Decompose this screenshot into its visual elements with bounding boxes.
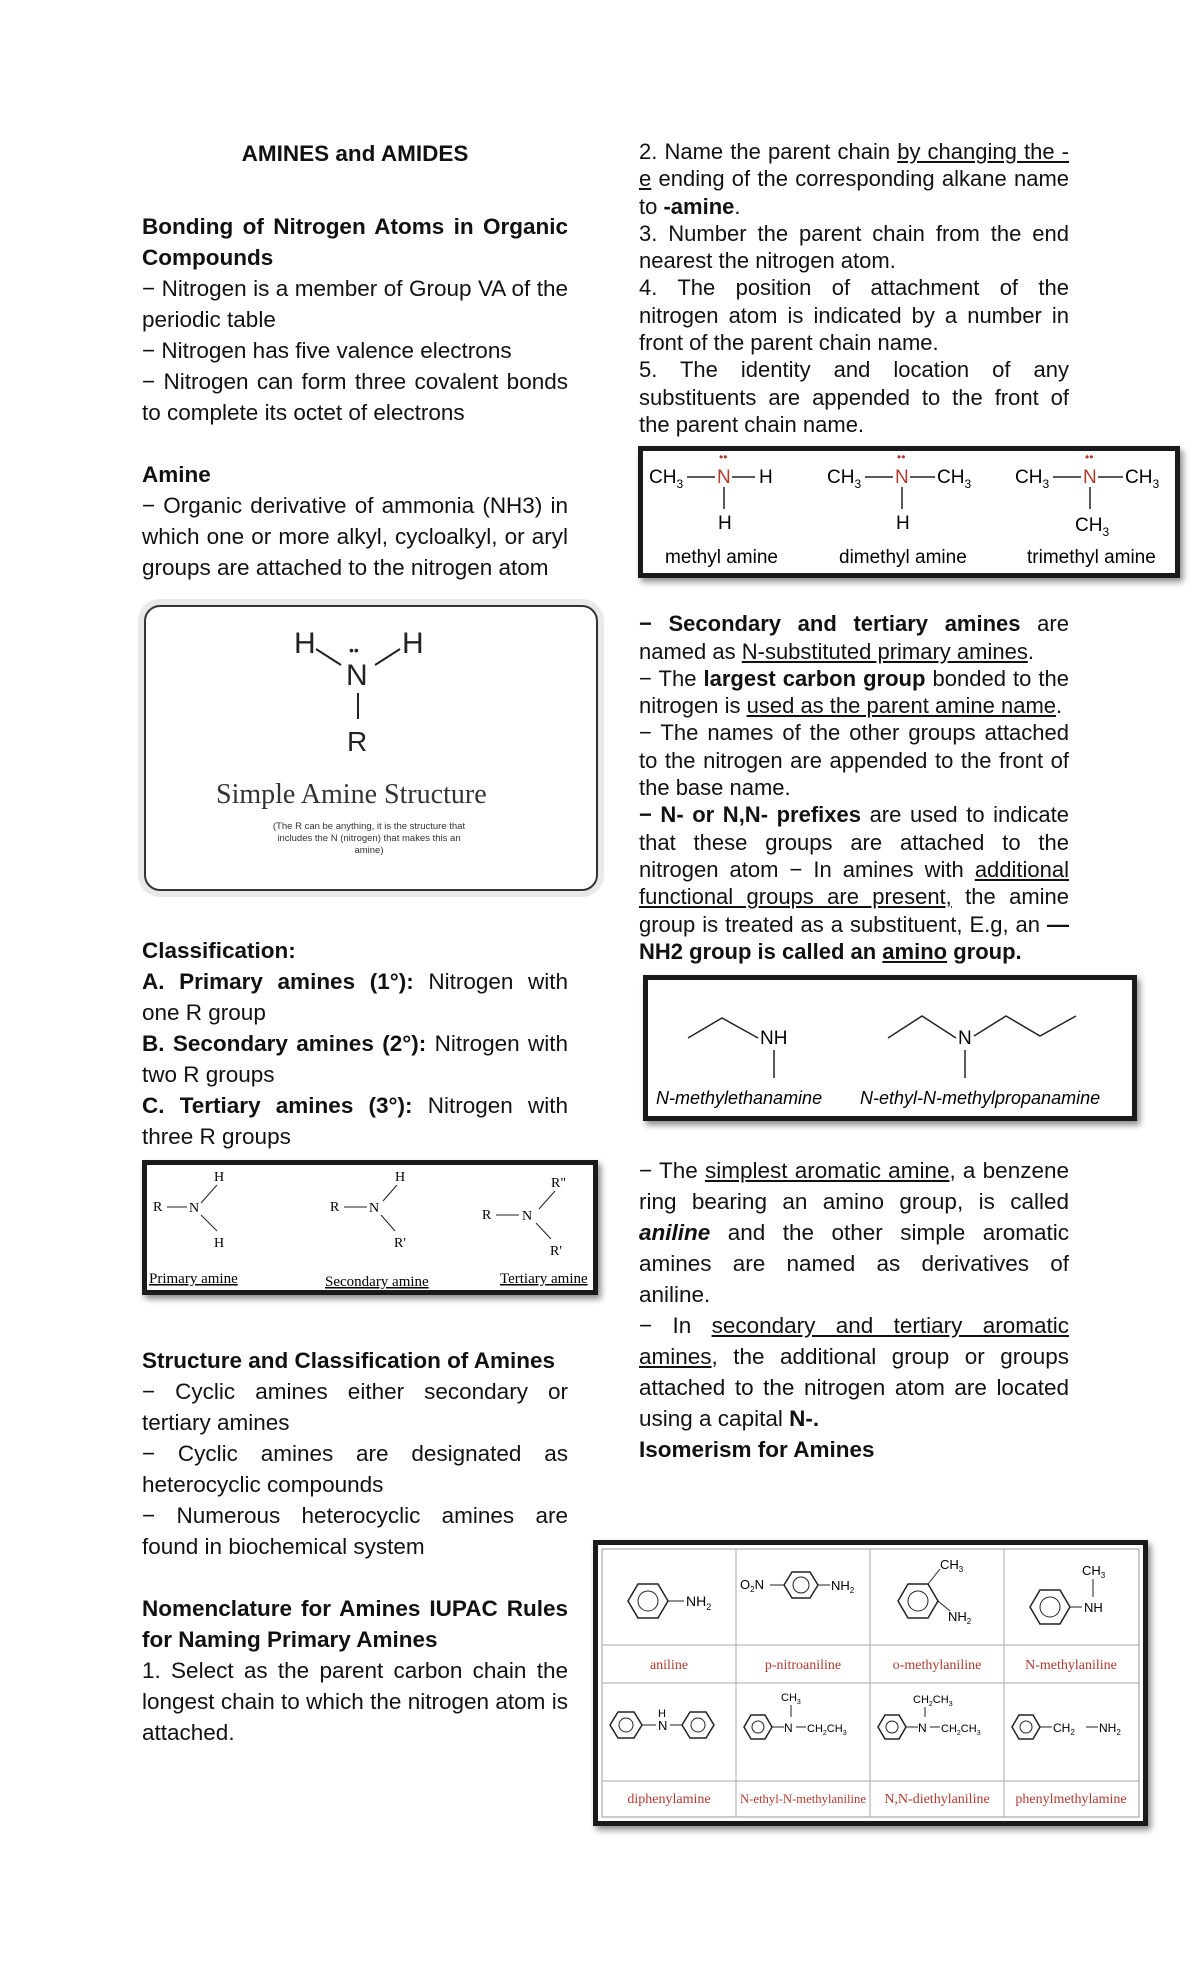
right-column [639,138,1160,1465]
svg-text:NH2: $NH_2$ [831,1578,855,1595]
secondary-aromatic-text: − In secondary and tertiary aromatic amines, the additional group or groups attached to the nitrogen atom are located using a capital N-. [639,1313,1069,1432]
svg-text:O2N: $O_2N$ [740,1577,764,1594]
n-label: N [958,1028,972,1050]
primary-r: R [153,1200,163,1215]
rule-5: 5. The identity and location of any substituents are appended to the front of the parent chain name. [639,357,1069,437]
rule-4: 4. The position of attachment of the nitrogen atom is indicated by a number in front of the parent chain name. [639,275,1069,356]
trimethyl-amine-structure [1015,451,1159,539]
svg-text:H: H [718,513,732,535]
svg-text:H: H [759,467,773,489]
simple-figure-note: (The R can be anything, it is the structure that [272,821,466,832]
structure-heading: Structure and Classification of Amines [142,1348,555,1373]
n-ethyl-n-methylpropanamine-label: N-ethyl-N-methylpropanamine [860,1088,1101,1109]
bonding-point: − Nitrogen is a member of Group VA of the periodic table [142,276,568,332]
svg-text:NH2: $NH_2$ [948,1609,972,1626]
svg-text:N: N [784,1721,793,1735]
aromatic-amine-text: − The simplest aromatic amine, a benzene ring bearing an amino group, is called aniline and the other simple aromatic amines are named as derivatives of aniline. [639,1158,1069,1308]
svg-text:CH3: $CH_3$ [1015,467,1050,492]
hydrogen-left: H [294,627,316,660]
svg-text:CH3: $CH_3$ [1125,467,1160,492]
svg-text:NH: NH [1084,1600,1103,1615]
svg-text:CH3: $CH_3$ [781,1692,801,1706]
svg-text:CH3: $CH_3$ [1082,1563,1106,1580]
simple-figure-note: amine) [354,845,384,856]
classification-tertiary: C. Tertiary amines (3°): Nitrogen with three R groups [142,1093,569,1149]
methyl-amines-figure [638,446,1180,578]
secondary-n: N [369,1201,380,1216]
tertiary-label: Tertiary amine [500,1271,588,1287]
rule-3: 3. Number the parent chain from the end nearest the nitrogen atom. [639,220,1069,274]
primary-n: N [189,1201,200,1216]
hydrogen-right: H [402,627,424,660]
tertiary-r-double: R" [551,1176,567,1191]
nh-label: NH [760,1028,788,1050]
nomenclature-heading: Nomenclature for Amines IUPAC Rules for Naming Primary Amines [142,1596,568,1652]
svg-text:CH3: $CH_3$ [937,467,972,492]
secondary-r: R [330,1200,340,1215]
isomer-name: aniline [649,1658,689,1673]
svg-text:CH2CH3: $CH_2CH_3$ [941,1723,981,1737]
largest-group-rule: − The largest carbon group bonded to the nitrogen is used as the parent amine name. [639,665,1069,719]
rule-1: 1. Select as the parent carbon chain the longest chain to which the nitrogen atom is attached. [142,1658,568,1745]
secondary-h: H [395,1170,406,1185]
structure-point: − Cyclic amines are designated as heterocyclic compounds [142,1441,568,1497]
svg-text:CH2: $CH_2$ [1053,1721,1075,1737]
classification-heading: Classification: [142,938,296,963]
svg-text:H: H [896,513,910,535]
tertiary-r-prime: R' [550,1244,562,1259]
prefix-rule: − N- or N,N- prefixes are used to indicate that these groups are attached to the nitrogen atom − In amines with additional functional groups are present, the amine group is treated as a substituent, E.g, an —NH2 group is called an amino group. [639,802,1069,964]
methyl-amine-label: methyl amine [665,547,778,569]
structure-point: − Numerous heterocyclic amines are found in biochemical system [142,1503,568,1559]
svg-text:••: •• [1085,451,1094,465]
svg-text:NH2: $NH_2$ [1099,1721,1121,1737]
bonding-point: − Nitrogen can form three covalent bonds to complete its octet of electrons [142,369,568,425]
svg-text:CH3: $CH_3$ [827,467,862,492]
svg-text:N: N [658,1718,668,1733]
nitrogen-atom: N [346,659,368,692]
isomerism-heading: Isomerism for Amines [639,1437,875,1463]
isomer-table-figure [593,1540,1148,1826]
trimethyl-amine-label: trimethyl amine [1027,547,1156,569]
isomer-name: N-ethyl-N-methylaniline [740,1791,867,1806]
isomer-name: N-methylaniline [1025,1658,1117,1673]
amine-heading: Amine [142,462,211,487]
primary-h-bottom: H [214,1236,225,1251]
isomer-name: diphenylamine [627,1792,711,1807]
r-group: R [347,726,368,757]
svg-text:H: H [658,1708,666,1720]
amine-types-figure [142,1160,598,1295]
svg-text:N: N [918,1721,927,1735]
page-title: AMINES and AMIDES [241,141,469,166]
classification-primary: A. Primary amines (1°): Nitrogen with one R group [142,969,569,1025]
svg-text:••: •• [719,451,728,465]
methyl-amine-structure [649,451,773,534]
tertiary-r: R [482,1208,492,1223]
svg-text:CH2CH3: $CH_2CH_3$ [807,1723,847,1737]
svg-text:CH3: $CH_3$ [649,467,684,492]
simple-figure-note: includes the N (nitrogen) that makes this an [277,833,461,844]
isomer-name: p-nitroaniline [764,1658,842,1673]
svg-text:CH3: $CH_3$ [940,1557,964,1574]
secondary-r-prime: R' [394,1236,406,1251]
svg-text:NH2: $NH_2$ [686,1593,712,1612]
svg-text:••: •• [897,451,906,465]
isomer-name: phenylmethylamine [1015,1792,1127,1807]
svg-text:N: N [1083,467,1097,489]
n-substituted-amines-figure [643,975,1137,1121]
amine-definition: − Organic derivative of ammonia (NH3) in which one or more alkyl, cycloalkyl, or aryl groups are attached to the nitrogen atom [142,493,568,580]
rule-2: 2. Name the parent chain by changing the -e ending of the corresponding alkane name to -amine. [639,139,1070,219]
secondary-label: Secondary amine [325,1274,429,1290]
dimethyl-amine-label: dimethyl amine [839,547,967,569]
isomer-name: N,N-diethylaniline [884,1792,990,1807]
classification-secondary: B. Secondary amines (2°): Nitrogen with two R groups [142,1031,569,1087]
dimethyl-amine-structure [827,451,971,534]
simple-figure-caption: Simple Amine Structure [216,779,487,810]
isomer-name: o-methylaniline [892,1658,982,1673]
n-methylethanamine-label: N-methylethanamine [656,1088,823,1109]
primary-h-top: H [214,1170,225,1185]
svg-text:N: N [895,467,909,489]
svg-text:CH2CH3: $CH_2CH_3$ [913,1694,953,1708]
svg-text:CH3: $CH_3$ [1075,515,1110,540]
other-groups-rule: − The names of the other groups attached to the nitrogen are appended to the front of the base name. [639,720,1069,801]
simple-amine-figure [144,605,598,891]
tertiary-n: N [522,1209,533,1224]
left-column [142,138,588,1748]
secondary-tertiary-naming: − Secondary and tertiary amines are named as N-substituted primary amines. [639,611,1069,664]
svg-text:N: N [717,467,731,489]
structure-point: − Cyclic amines either secondary or tertiary amines [142,1379,568,1435]
primary-label: Primary amine [149,1271,238,1287]
lone-pair-dots: •• [349,642,359,658]
bonding-heading: Bonding of Nitrogen Atoms in Organic Compounds [142,214,568,270]
bonding-point: − Nitrogen has five valence electrons [142,338,512,363]
